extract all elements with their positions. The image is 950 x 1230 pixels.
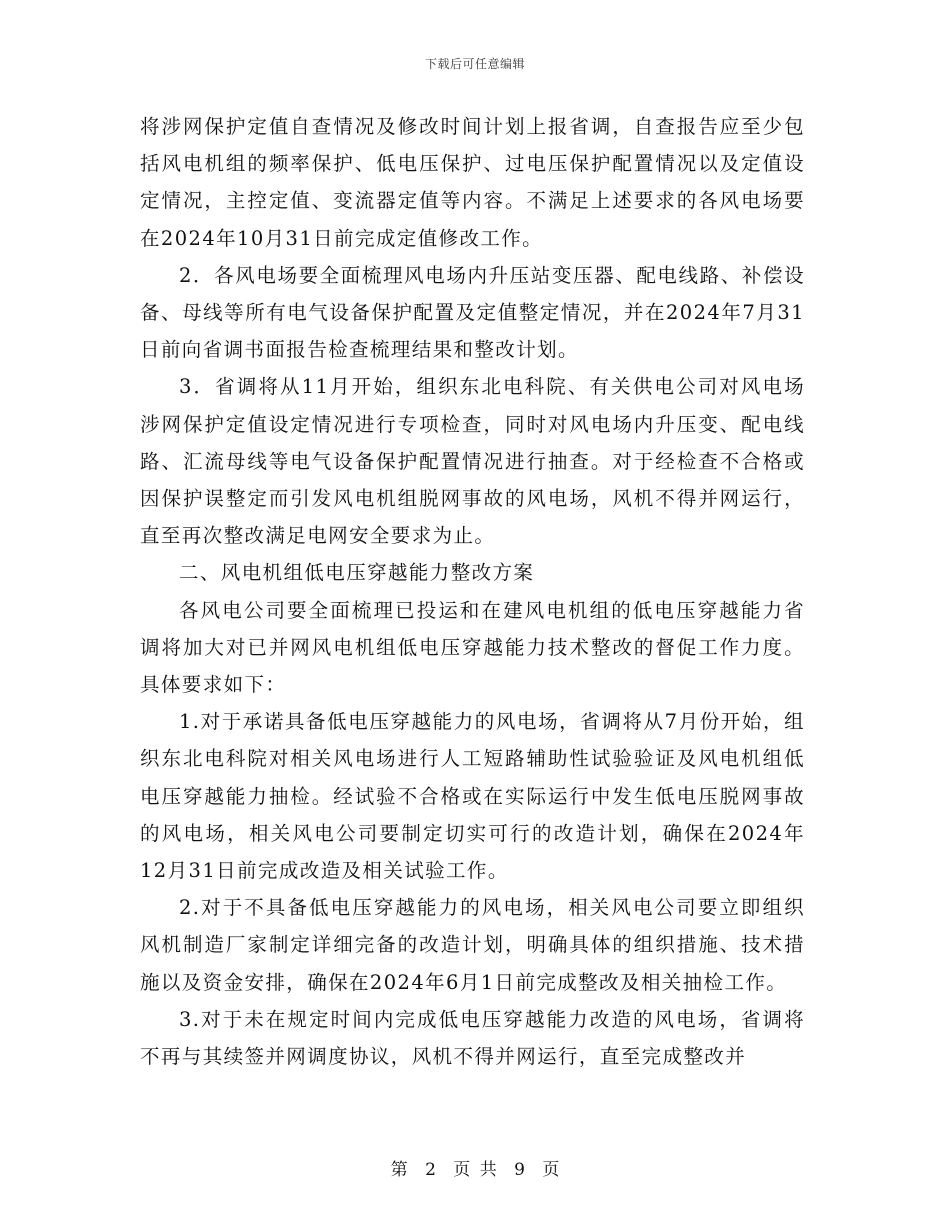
- total-pages-number: 9: [514, 1160, 525, 1180]
- document-body: [140, 108, 805, 1075]
- paragraph-2: 2．各风电场要全面梳理风电场内升压站变压器、配电线路、补偿设备、母线等所有电气设备保护配置及定值整定情况，并在2024年7月31日前向省调书面报告检查梳理结果和整改计划。: [140, 263, 805, 362]
- paragraph-6: 2.对于不具备低电压穿越能力的风电场，相关风电公司要立即组织风机制造厂家制定详细完备的改造计划，明确具体的组织措施、技术措施以及资金安排，确保在2024年6月1日前完成整改及相关抽检工作。: [140, 896, 805, 994]
- footer-middle: 页 共: [453, 1160, 497, 1180]
- paragraph-3: 3．省调将从11月开始，组织东北电科院、有关供电公司对风电场涉网保护定值设定情况进行专项检查，同时对风电场内升压变、配电线路、汇流母线等电气设备保护配置情况进行抽查。对于经检查不合格或因保护误整定而引发风电机组脱网事故的风电场，风机不得并网运行，直至再次整改满足电网安全要求为止。: [140, 375, 805, 548]
- paragraph-7: 3.对于未在规定时间内完成低电压穿越能力改造的风电场，省调将不再与其续签并网调度协议，风机不得并网运行，直至完成整改并: [140, 1007, 805, 1069]
- paragraph-5: 1.对于承诺具备低电压穿越能力的风电场，省调将从7月份开始，组织东北电科院对相关风电场进行人工短路辅助性试验验证及风电机组低电压穿越能力抽检。经试验不合格或在实际运行中发生低电压脱网事故的风电场，相关风电公司要制定切实可行的改造计划，确保在2024年12月31日前完成改造及相关试验工作。: [140, 710, 805, 883]
- current-page-number: 2: [425, 1160, 436, 1180]
- footer-prefix: 第: [390, 1160, 408, 1180]
- section-heading: 二、风电机组低电压穿越能力整改方案: [179, 561, 535, 585]
- page-header: 下载后可任意编辑: [424, 57, 525, 71]
- footer-suffix: 页: [542, 1160, 560, 1180]
- paragraph-1: 将涉网保护定值自查情况及修改时间计划上报省调，自查报告应至少包括风电机组的频率保护、低电压保护、过电压保护配置情况以及定值设定情况，主控定值、变流器定值等内容。不满足上述要求的各风电场要在2024年10月31日前完成定值修改工作。: [140, 115, 805, 250]
- page-footer: [0, 1155, 950, 1180]
- paragraph-4: 各风电公司要全面梳理已投运和在建风电机组的低电压穿越能力省调将加大对已并网风电机组低电压穿越能力技术整改的督促工作力度。具体要求如下：: [140, 598, 805, 697]
